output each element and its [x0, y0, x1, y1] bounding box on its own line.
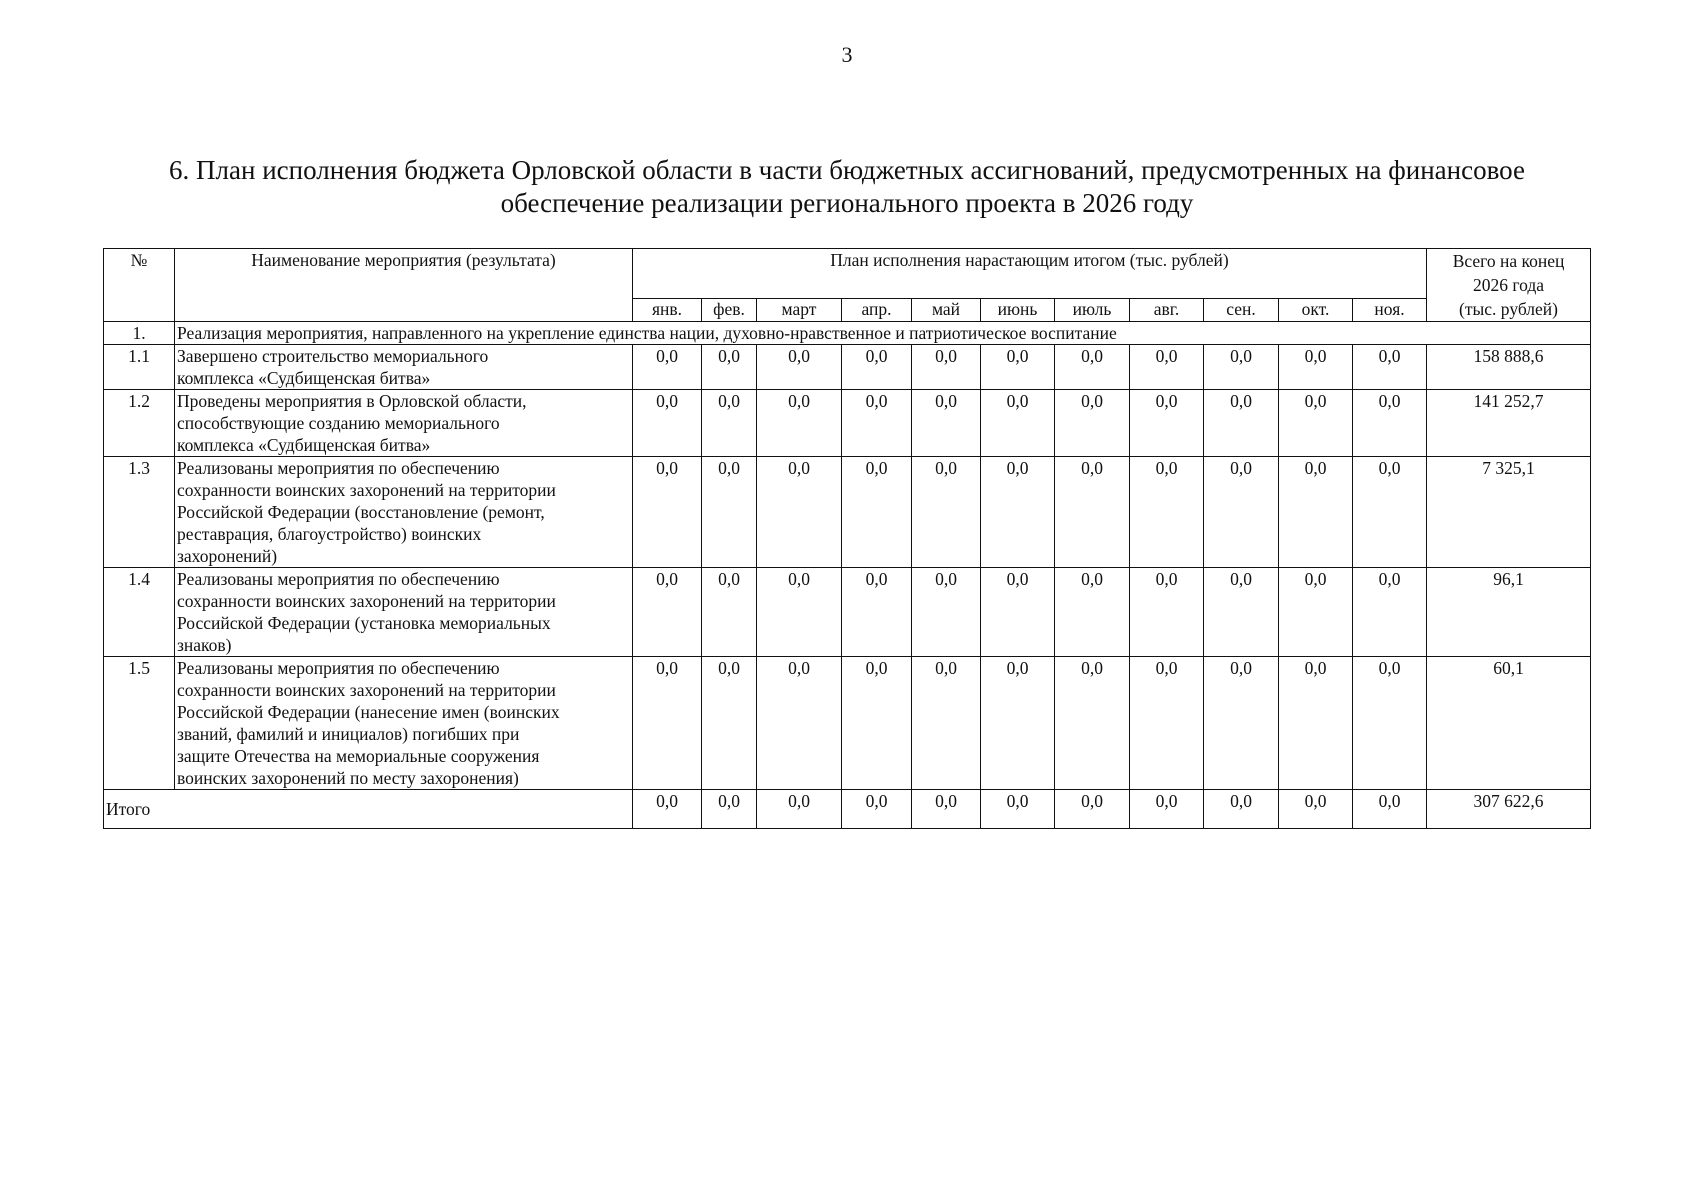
month-value: 0,0: [1130, 390, 1204, 457]
table-row: [104, 390, 1591, 457]
itogo-month-value: 0,0: [1055, 790, 1130, 829]
row-name-line: защите Отечества на мемориальные сооружения: [177, 746, 540, 766]
month-header: май: [912, 298, 981, 321]
month-value: 0,0: [702, 657, 757, 790]
month-value: 0,0: [1204, 345, 1279, 390]
row-name: [175, 657, 633, 790]
row-name-line: реставрация, благоустройство) воинских: [177, 524, 482, 544]
month-value: 0,0: [1279, 345, 1353, 390]
header-plan: План исполнения нарастающим итогом (тыс. рублей): [633, 249, 1427, 299]
month-value: 0,0: [981, 657, 1055, 790]
table-row: [104, 657, 1591, 790]
month-value: 0,0: [633, 390, 702, 457]
section-row: [104, 322, 1591, 345]
month-value: 0,0: [633, 345, 702, 390]
month-value: 0,0: [757, 390, 842, 457]
month-value: 0,0: [842, 657, 912, 790]
month-value: 0,0: [912, 457, 981, 568]
month-value: 0,0: [981, 568, 1055, 657]
row-num: 1.5: [104, 657, 175, 790]
month-header: июль: [1055, 298, 1130, 321]
month-value: 0,0: [757, 457, 842, 568]
month-value: 0,0: [702, 457, 757, 568]
month-value: 0,0: [1353, 568, 1427, 657]
month-header: окт.: [1279, 298, 1353, 321]
month-value: 0,0: [702, 345, 757, 390]
month-value: 0,0: [842, 457, 912, 568]
table-row: [104, 568, 1591, 657]
month-value: 0,0: [1130, 345, 1204, 390]
row-name-line: сохранности воинских захоронений на территории: [177, 591, 556, 611]
month-value: 0,0: [633, 568, 702, 657]
month-value: 0,0: [1204, 568, 1279, 657]
row-name: [175, 390, 633, 457]
row-name-line: Реализованы мероприятия по обеспечению: [177, 458, 500, 478]
month-value: 0,0: [842, 568, 912, 657]
header-total-line-1: Всего на конец: [1452, 251, 1565, 271]
row-name-line: Проведены мероприятия в Орловской области,: [177, 391, 527, 411]
month-value: 0,0: [1055, 657, 1130, 790]
row-total: 158 888,6: [1427, 345, 1591, 390]
table-body: [104, 249, 1591, 829]
section-num: 1.: [104, 322, 175, 345]
row-name-line: знаков): [177, 635, 232, 655]
table-row: [104, 345, 1591, 390]
month-value: 0,0: [757, 568, 842, 657]
header-row: [104, 249, 1591, 299]
month-header: янв.: [633, 298, 702, 321]
header-num: №: [104, 249, 175, 322]
month-header: апр.: [842, 298, 912, 321]
itogo-month-value: 0,0: [842, 790, 912, 829]
month-value: 0,0: [981, 390, 1055, 457]
month-value: 0,0: [1353, 390, 1427, 457]
month-header: сен.: [1204, 298, 1279, 321]
row-total: 96,1: [1427, 568, 1591, 657]
month-value: 0,0: [1204, 657, 1279, 790]
month-value: 0,0: [1055, 568, 1130, 657]
row-name-line: сохранности воинских захоронений на территории: [177, 680, 556, 700]
month-value: 0,0: [1055, 390, 1130, 457]
row-name-line: Реализованы мероприятия по обеспечению: [177, 658, 500, 678]
itogo-month-value: 0,0: [1279, 790, 1353, 829]
month-value: 0,0: [912, 345, 981, 390]
month-value: 0,0: [981, 457, 1055, 568]
row-num: 1.3: [104, 457, 175, 568]
page-number: 3: [841, 42, 853, 67]
row-total: 141 252,7: [1427, 390, 1591, 457]
document-title: [100, 154, 1594, 220]
month-value: 0,0: [633, 457, 702, 568]
header-total-line-3: (тыс. рублей): [1459, 299, 1558, 319]
section-name: Реализация мероприятия, направленного на укрепление единства нации, духовно-нравственное и патриотическое воспитание: [175, 322, 1591, 345]
month-header: март: [757, 298, 842, 321]
header-name: Наименование мероприятия (результата): [175, 249, 633, 322]
month-value: 0,0: [912, 657, 981, 790]
itogo-month-value: 0,0: [912, 790, 981, 829]
row-name-line: Российской Федерации (восстановление (ремонт,: [177, 502, 545, 522]
month-value: 0,0: [1130, 568, 1204, 657]
month-value: 0,0: [702, 390, 757, 457]
row-name: [175, 345, 633, 390]
row-name-line: Завершено строительство мемориального: [177, 346, 489, 366]
month-value: 0,0: [1130, 457, 1204, 568]
row-name-line: Российской Федерации (нанесение имен (воинских: [177, 702, 560, 722]
month-value: 0,0: [702, 568, 757, 657]
row-name-line: званий, фамилий и инициалов) погибших при: [177, 724, 520, 744]
itogo-month-value: 0,0: [702, 790, 757, 829]
row-name-line: способствующие созданию мемориального: [177, 413, 500, 433]
row-name-line: Российской Федерации (установка мемориальных: [177, 613, 551, 633]
row-name-line: комплекса «Судбищенская битва»: [177, 435, 431, 455]
month-value: 0,0: [1055, 345, 1130, 390]
month-value: 0,0: [842, 345, 912, 390]
month-header: ноя.: [1353, 298, 1427, 321]
month-value: 0,0: [1279, 457, 1353, 568]
row-name-line: Реализованы мероприятия по обеспечению: [177, 569, 500, 589]
month-header: авг.: [1130, 298, 1204, 321]
month-value: 0,0: [1279, 390, 1353, 457]
itogo-label: Итого: [104, 790, 633, 829]
month-value: 0,0: [1055, 457, 1130, 568]
month-value: 0,0: [1130, 657, 1204, 790]
row-num: 1.1: [104, 345, 175, 390]
month-value: 0,0: [912, 568, 981, 657]
month-value: 0,0: [981, 345, 1055, 390]
row-name-line: сохранности воинских захоронений на территории: [177, 480, 556, 500]
header-total-line-2: 2026 года: [1473, 275, 1545, 295]
month-value: 0,0: [1204, 390, 1279, 457]
budget-plan-table: [103, 248, 1591, 829]
month-value: 0,0: [1279, 657, 1353, 790]
row-total: 7 325,1: [1427, 457, 1591, 568]
month-value: 0,0: [757, 657, 842, 790]
month-header: июнь: [981, 298, 1055, 321]
month-value: 0,0: [1204, 457, 1279, 568]
month-value: 0,0: [912, 390, 981, 457]
row-name: [175, 457, 633, 568]
row-total: 60,1: [1427, 657, 1591, 790]
header-total: [1427, 249, 1591, 322]
row-num: 1.2: [104, 390, 175, 457]
itogo-row: [104, 790, 1591, 829]
row-num: 1.4: [104, 568, 175, 657]
itogo-month-value: 0,0: [633, 790, 702, 829]
month-value: 0,0: [842, 390, 912, 457]
title-line-1: 6. План исполнения бюджета Орловской области в части бюджетных ассигнований, предусмотренных на финансовое: [169, 155, 1525, 185]
itogo-month-value: 0,0: [757, 790, 842, 829]
month-value: 0,0: [757, 345, 842, 390]
month-value: 0,0: [1279, 568, 1353, 657]
month-value: 0,0: [1353, 457, 1427, 568]
itogo-month-value: 0,0: [981, 790, 1055, 829]
month-value: 0,0: [1353, 657, 1427, 790]
itogo-month-value: 0,0: [1353, 790, 1427, 829]
row-name-line: захоронений): [177, 546, 278, 566]
row-name-line: воинских захоронений по месту захоронения): [177, 768, 519, 788]
itogo-month-value: 0,0: [1204, 790, 1279, 829]
itogo-total: 307 622,6: [1427, 790, 1591, 829]
month-header: фев.: [702, 298, 757, 321]
table-row: [104, 457, 1591, 568]
month-value: 0,0: [633, 657, 702, 790]
row-name-line: комплекса «Судбищенская битва»: [177, 368, 431, 388]
row-name: [175, 568, 633, 657]
month-value: 0,0: [1353, 345, 1427, 390]
title-line-2: обеспечение реализации регионального проекта в 2026 году: [500, 188, 1194, 218]
itogo-month-value: 0,0: [1130, 790, 1204, 829]
